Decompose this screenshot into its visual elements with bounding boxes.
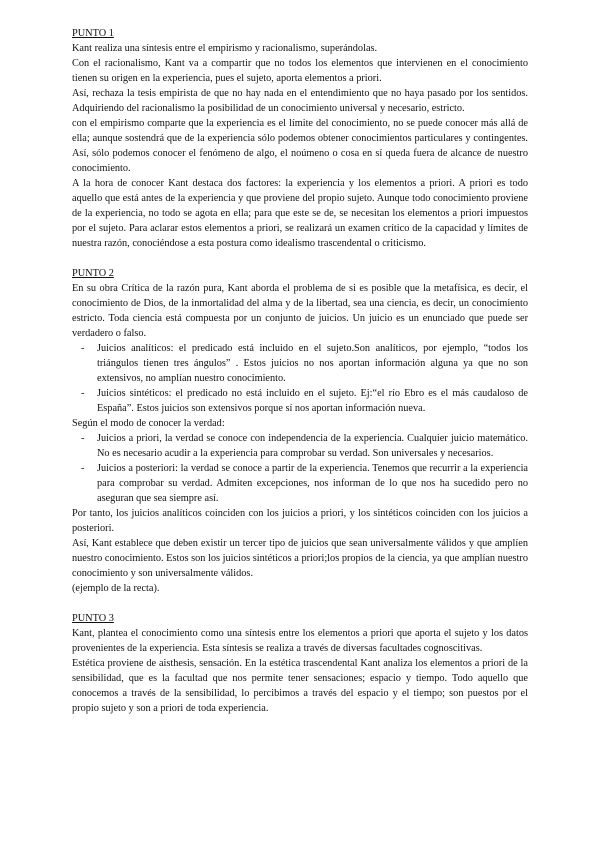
list-item: - Juicios sintéticos: el predicado no está incluido en el sujeto. Ej:“el río Ebro es el más caudaloso de España”. Estos juicios son extensivos porque sí nos aportan información nueva. <box>72 386 528 416</box>
list-item: - Juicios analíticos: el predicado está incluido en el sujeto.Son analíticos, por ejemplo, “todos los triángulos tienen tres ángulos” . Estos juicios no nos aportan información alguna ya que no son extensivos, no amplían nuestro conocimiento. <box>72 341 528 386</box>
paragraph: Según el modo de conocer la verdad: <box>72 418 225 429</box>
paragraph: Así, Kant establece que deben existir un tercer tipo de juicios que sean universalmente válidos y que amplíen nuestro conocimiento. Estos son los juicios sintéticos a priori;los propios de la ciencia, ya que amplían nuestro conocimiento y son universalmente válidos. <box>72 538 528 579</box>
list-item: - Juicios a posteriori: la verdad se conoce a partir de la experiencia. Tenemos que recurrir a la experiencia para comprobar su verdad. Admiten excepciones, nos informan de lo que nos ha sucedido pero no aseguran que sea siempre así. <box>72 461 528 506</box>
paragraph: Así, rechaza la tesis empirista de que no hay nada en el entendimiento que no haya pasado por los sentidos. Adquiriendo del racionalismo la posibilidad de un conocimiento universal y necesario, estricto. <box>72 88 528 114</box>
list-item: - Juicios a priori, la verdad se conoce con independencia de la experiencia. Cualquier juicio matemático. No es necesario acudir a la experiencia para comprobar su verdad. Son universales y necesarios. <box>72 431 528 461</box>
paragraph: con el empirismo comparte que la experiencia es el límite del conocimiento, no se puede conocer más allá de ella; aunque sostendrá que de la experiencia sólo podemos obtener conocimientos particulares y contingentes. Así, sólo podemos conocer el fenómeno de algo, el noúmeno o cosa en sí queda fuera de alcance de nuestro conocimiento. <box>72 118 528 174</box>
paragraph: Kant, plantea el conocimiento como una síntesis entre los elementos a priori que aporta el sujeto y los datos provenientes de la experiencia. Esta síntesis se realiza a través de diversas facultades cognoscitivas. <box>72 628 528 654</box>
paragraph: (ejemplo de la recta). <box>72 583 160 594</box>
paragraph: Kant realiza una síntesis entre el empirismo y racionalismo, superándolas. <box>72 43 378 54</box>
section-punto-2 <box>72 266 528 596</box>
paragraph: A la hora de conocer Kant destaca dos factores: la experiencia y los elementos a priori. A priori es todo aquello que está antes de la experiencia y que proviene del propio sujeto. Aunque todo conocimiento proviene de la experiencia, no todo se agota en ella; para que este se de, se necesitan los elementos a priori impuestos por el sujeto. Para aclarar estos elementos a priori, se realizará un examen crítico de la capacidad y límites de nuestra razón, conociéndose a esta postura como idealismo trascendental o criticismo. <box>72 178 528 249</box>
document-page <box>72 26 528 716</box>
truth-modes-list <box>72 431 528 506</box>
section-heading: PUNTO 1 <box>72 28 114 39</box>
section-heading: PUNTO 2 <box>72 268 114 279</box>
paragraph: Por tanto, los juicios analíticos coinciden con los juicios a priori, y los sintéticos coinciden con los juicios a posteriori. <box>72 508 528 534</box>
section-punto-1 <box>72 26 528 251</box>
judgment-types-list <box>72 341 528 416</box>
paragraph: En su obra Crítica de la razón pura, Kant aborda el problema de si es posible que la metafísica, es decir, el conocimiento de Dios, de la inmortalidad del alma y de la libertad, sea una ciencia, es decir, un conocimiento estricto. Toda ciencia está compuesta por un conjunto de juicios. Un juicio es un enunciado que puede ser verdadero o falso. <box>72 283 528 339</box>
section-heading: PUNTO 3 <box>72 613 114 624</box>
paragraph: Estética proviene de aisthesis, sensación. En la estética trascendental Kant analiza los elementos a priori de la sensibilidad, que es la facultad que nos permite tener sensaciones; espacio y tiempo. Todo aquello que conocemos a través de la sensibilidad, lo percibimos a través del espacio y el tiempo; son puestos por el propio sujeto y son a priori de toda experiencia. <box>72 658 528 714</box>
paragraph: Con el racionalismo, Kant va a compartir que no todos los elementos que intervienen en el conocimiento tienen su origen en la experiencia, pues el sujeto, aporta elementos a priori. <box>72 58 528 84</box>
section-punto-3 <box>72 611 528 716</box>
